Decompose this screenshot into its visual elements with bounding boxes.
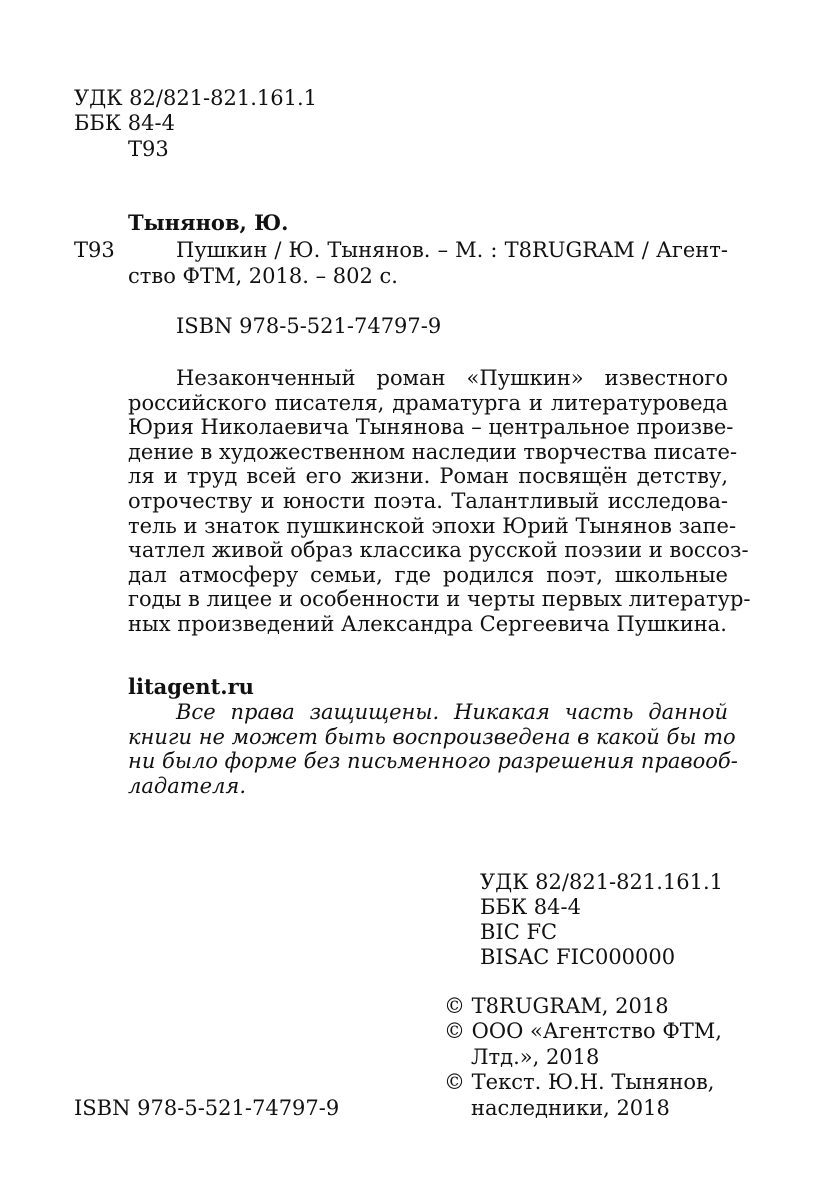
rights-line: ни было форме без письменного разрешения правооб- xyxy=(128,749,738,774)
rights-line: ладателя. xyxy=(128,773,247,798)
annotation-line: ных произведений Александра Сергеевича Пушкина. xyxy=(128,611,727,636)
annotation-text xyxy=(128,366,751,637)
site-link[interactable]: litagent.ru xyxy=(128,674,254,699)
copyright-line: наследники, 2018 xyxy=(471,1096,670,1120)
copyright-line: Лтд.», 2018 xyxy=(471,1045,600,1069)
classification-udk: УДК 82/821-821.161.1 xyxy=(480,870,724,894)
copyright-line: © Т8RUGRAM, 2018 xyxy=(444,994,669,1018)
annotation-line: дение в художественном наследии творчества писате- xyxy=(128,439,738,464)
annotation-line: ля и труд всей его жизни. Роман посвящён детству, xyxy=(128,464,728,489)
annotation-line: годы в лицее и особенности и черты первых литератур- xyxy=(128,587,751,612)
bib-line-2: ство ФТМ, 2018. – 802 с. xyxy=(128,264,398,288)
bbk-code: ББК 84-4 xyxy=(74,111,175,135)
annotation-line: Незаконченный роман «Пушкин» известного xyxy=(176,366,728,390)
bib-line: Пушкин / Ю. Тынянов. – М. : Т8RUGRAM / Агент- xyxy=(176,238,728,262)
classification-bic: BIC FC xyxy=(480,920,558,944)
annotation-line: тель и знаток пушкинской эпохи Юрий Тынянов запе- xyxy=(128,513,737,538)
author-mark: Т93 xyxy=(128,137,169,161)
entry-author-mark: Т93 xyxy=(74,238,115,262)
annotation-line: Юрия Николаевича Тынянова – центральное произве- xyxy=(128,415,734,440)
udk-code: УДК 82/821-821.161.1 xyxy=(74,86,318,110)
annotation-line: чатлел живой образ классика русской поэзии и воссоз- xyxy=(128,538,749,563)
bibliographic-description xyxy=(176,238,728,263)
copyright-line: © Текст. Ю.Н. Тынянов, xyxy=(444,1070,715,1094)
rights-notice xyxy=(128,700,738,798)
annotation-line: отрочеству и юности поэта. Талантливый исследова- xyxy=(128,488,728,513)
footer-isbn: ISBN 978-5-521-74797-9 xyxy=(74,1096,340,1120)
annotation-line: российского писателя, драматурга и литературоведа xyxy=(128,390,728,415)
rights-line: Все права защищены. Никакая часть данной xyxy=(176,700,728,724)
copyright-line: © ООО «Агентство ФТМ, xyxy=(444,1019,722,1043)
entry-isbn: ISBN 978-5-521-74797-9 xyxy=(176,314,442,338)
classification-bbk: ББК 84-4 xyxy=(480,895,581,919)
annotation-line: дал атмосферу семьи, где родился поэт, школьные xyxy=(128,562,728,587)
author-heading: Тынянов, Ю. xyxy=(128,210,289,235)
rights-line: книги не может быть воспроизведена в какой бы то xyxy=(128,724,736,749)
classification-bisac: BISAC FIC000000 xyxy=(480,945,676,969)
